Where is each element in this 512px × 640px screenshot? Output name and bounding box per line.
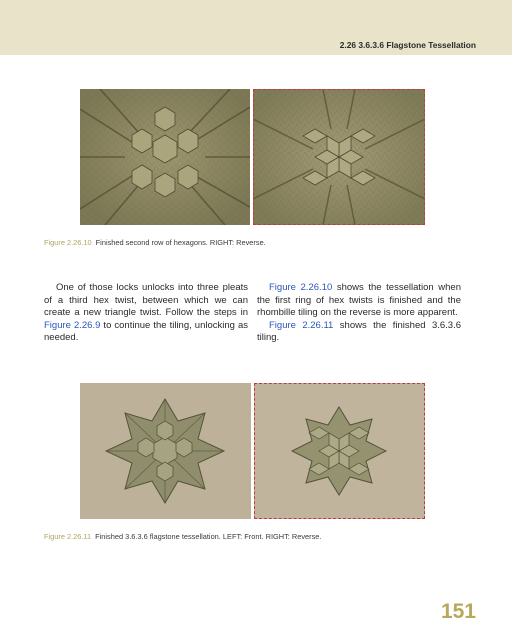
figure-top-caption (44, 238, 266, 247)
body-text: shows the finished 3.6.3.6 tiling. (257, 319, 461, 344)
figure-bottom-caption-text: Finished 3.6.3.6 flagstone tessellation. LEFT: Front. RIGHT: Reverse. (95, 532, 322, 541)
photo-top-left (80, 89, 250, 225)
figure-link-2-26-10[interactable]: Figure 2.26.10 (269, 282, 333, 293)
figure-link-2-26-11[interactable]: Figure 2.26.11 (269, 319, 334, 331)
page-number: 151 (440, 600, 476, 623)
photo-top-right (253, 89, 425, 225)
body-paragraph-left (44, 282, 248, 345)
body-text: to continue the tiling, unlocking as needed. (44, 319, 249, 344)
photo-bottom-left (80, 383, 251, 519)
figure-top-caption-text: Finished second row of hexagons. RIGHT: Reverse. (95, 238, 266, 247)
body-right-column (257, 282, 461, 345)
section-title: 2.26 3.6.3.6 Flagstone Tessellation (339, 40, 476, 50)
body-paragraph-right-2 (257, 320, 461, 345)
body-left-column (44, 282, 248, 345)
figure-bottom-label: Figure 2.26.11 (44, 532, 92, 541)
figure-link-2-26-9[interactable]: Figure 2.26.9 (44, 319, 101, 331)
figure-top-label: Figure 2.26.10 (44, 238, 92, 247)
photo-bottom-right (254, 383, 425, 519)
body-paragraph-right-1 (257, 282, 461, 320)
figure-bottom-caption (44, 532, 321, 541)
body-text: One of those locks unlocks into three pleats of a third hex twist, between which we can create a new triangle twist. Follow the steps in (44, 282, 248, 319)
body-text: shows the tessellation when the first ring of hex twists is finished and the rhombille tiling on the reverse is more apparent. (257, 282, 462, 319)
